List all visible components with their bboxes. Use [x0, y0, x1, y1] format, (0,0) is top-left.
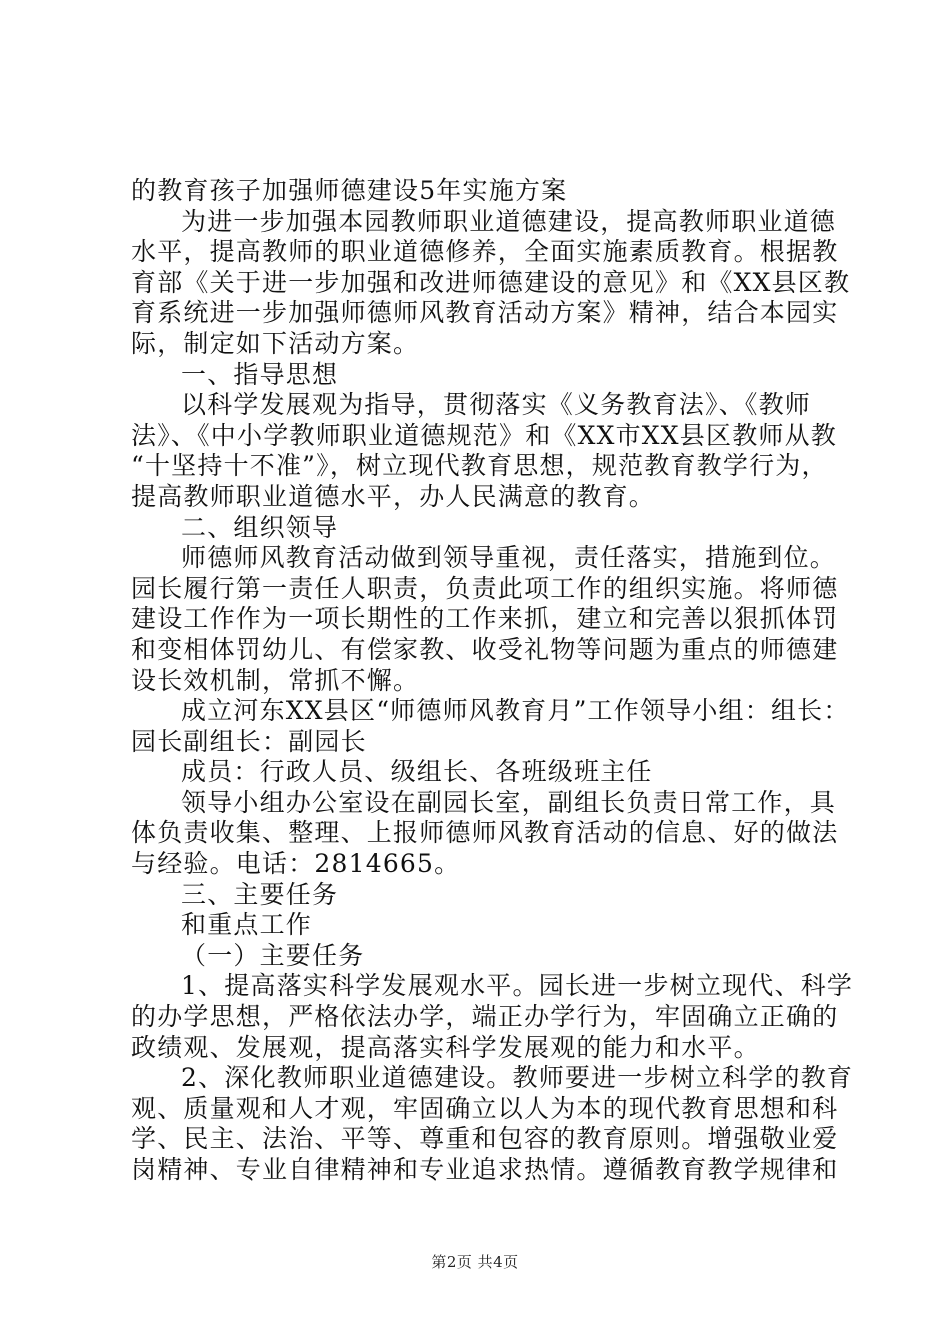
text-line: 和重点工作 — [181, 910, 313, 940]
text-line: 际，制定如下活动方案。 — [131, 328, 420, 358]
text-line: “十坚持十不准”》，树立现代教育思想，规范教育教学行为， — [131, 451, 828, 481]
text-line: 园长副组长：副园长 — [131, 726, 367, 756]
text-line: 与经验。电话：2814665。 — [131, 849, 461, 879]
text-line: 一、指导思想 — [181, 359, 339, 389]
text-line: 学、民主、法治、平等、尊重和包容的教育原则。增强敬业爱 — [131, 1124, 839, 1154]
text-line: 园长履行第一责任人职责，负责此项工作的组织实施。将师德 — [131, 573, 839, 603]
page-footer: 第2页 共4页 — [431, 1253, 519, 1271]
text-line: 提高教师职业道德水平，办人民满意的教育。 — [131, 481, 656, 511]
text-line: 二、组织领导 — [181, 512, 339, 542]
text-line: 政绩观、发展观，提高落实科学发展观的能力和水平。 — [131, 1032, 760, 1062]
text-line: 三、主要任务 — [181, 879, 339, 909]
text-line: 育系统进一步加强师德师风教育活动方案》精神，结合本园实 — [131, 298, 839, 328]
text-line: 水平，提高教师的职业道德修养，全面实施素质教育。根据教 — [131, 237, 839, 267]
text-line: 育部《关于进一步加强和改进师德建设的意见》和《XX县区教 — [131, 267, 851, 297]
text-line: 法》、《中小学教师职业道德规范》和《XX市XX县区教师从教 — [131, 420, 837, 450]
text-line: 成员：行政人员、级组长、各班级班主任 — [181, 757, 653, 787]
text-line: 师德师风教育活动做到领导重视，责任落实，措施到位。 — [181, 543, 837, 573]
text-line: 的教育孩子加强师德建设5年实施方案 — [131, 176, 568, 205]
text-line: 岗精神、专业自律精神和专业追求热情。遵循教育教学规律和 — [131, 1155, 839, 1184]
document-body — [131, 176, 854, 1186]
text-line: 领导小组办公室设在副园长室，副组长负责日常工作，具 — [181, 787, 837, 817]
text-line: 1、提高落实科学发展观水平。园长进一步树立现代、科学 — [181, 971, 854, 1001]
text-line: 的办学思想，严格依法办学，端正办学行为，牢固确立正确的 — [131, 1002, 839, 1032]
text-line: 和变相体罚幼儿、有偿家教、收受礼物等问题为重点的师德建 — [131, 634, 839, 664]
text-line: 观、质量观和人才观，牢固确立以人为本的现代教育思想和科 — [131, 1093, 839, 1123]
text-line: 建设工作作为一项长期性的工作来抓，建立和完善以狠抓体罚 — [131, 604, 839, 634]
text-line: 以科学发展观为指导，贯彻落实《义务教育法》、《教师 — [181, 390, 812, 420]
text-line: 为进一步加强本园教师职业道德建设，提高教师职业道德 — [181, 206, 837, 236]
text-line: 设长效机制，常抓不懈。 — [131, 665, 420, 695]
text-line: 成立河东XX县区“师德师风教育月”工作领导小组：组长： — [181, 696, 850, 726]
text-line: （一）主要任务 — [181, 940, 365, 970]
text-line: 体负责收集、整理、上报师德师风教育活动的信息、好的做法 — [131, 818, 839, 848]
text-line: 2、深化教师职业道德建设。教师要进一步树立科学的教育 — [181, 1063, 854, 1093]
